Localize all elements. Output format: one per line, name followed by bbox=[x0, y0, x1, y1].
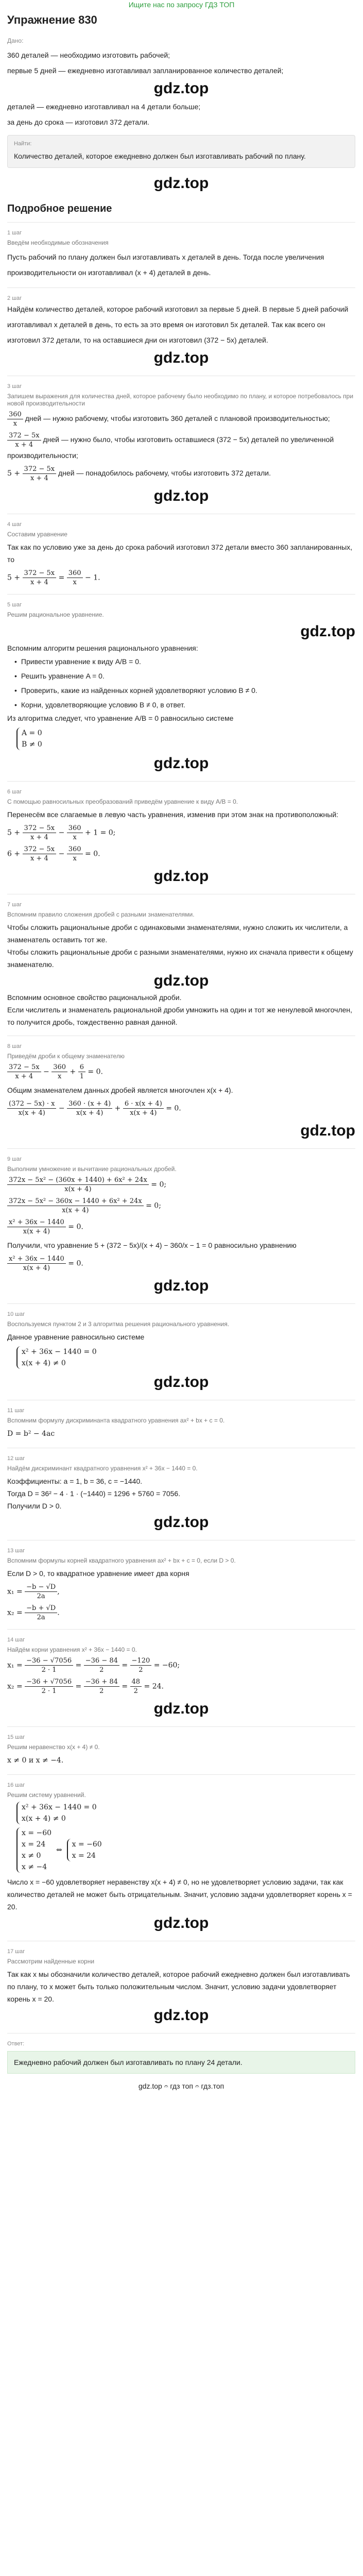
step-text: Общим знаменателем данных дробей является многочлен x(x + 4). bbox=[7, 1086, 233, 1094]
step-text: Если D > 0, то квадратное уравнение имеет два корня bbox=[7, 1569, 189, 1578]
step-heading: Введём необходимые обозначения bbox=[7, 239, 109, 246]
step-label: 3 шаг bbox=[7, 383, 22, 389]
divider bbox=[7, 222, 355, 223]
fraction: $\frac{360}{x}$ bbox=[7, 410, 23, 428]
equation: $\frac{372 - 5x}{x + 4}$ − $\frac{360}{x}$ + $\frac{6}{1}$ = 0. bbox=[7, 1063, 355, 1081]
step-heading: Выполним умножение и вычитание рациональных дробей. bbox=[7, 1165, 177, 1173]
watermark: gdz.top bbox=[153, 487, 209, 504]
answer-box: Ежедневно рабочий должен был изготавливать по плану 24 детали. bbox=[7, 2051, 355, 2074]
equation: $\frac{\text{372x − 5x² − (360x + 1440) + 6x² + 24x}}{x(x + 4)}$ = 0; bbox=[7, 1176, 355, 1194]
step-text: Чтобы сложить рациональные дроби с разными знаменателями, нужно их сначала привести к общему знаменателю. bbox=[7, 948, 353, 969]
list-item: • Корни, удовлетворяющие условию B ≠ 0, в ответ. bbox=[7, 698, 355, 712]
step-label: 4 шаг bbox=[7, 521, 22, 528]
watermark: gdz.top bbox=[153, 972, 209, 989]
step-heading: Найдём дискриминант квадратного уравнения x² + 36x − 1440 = 0. bbox=[7, 1465, 198, 1472]
watermark: gdz.top bbox=[153, 175, 209, 192]
step-label: 13 шаг bbox=[7, 1548, 25, 1554]
step-heading: Составим уравнение bbox=[7, 531, 67, 538]
equation-system: x² + 36x − 1440 = 0 x(x + 4) ≠ 0 bbox=[16, 1802, 97, 1824]
watermark: gdz.top bbox=[153, 868, 209, 885]
step-text: Получили D > 0. bbox=[7, 1502, 62, 1510]
step-label: 16 шаг bbox=[7, 1782, 25, 1788]
formula: x₂ = $\frac{-b + √D}{2a}$ . bbox=[7, 1604, 60, 1621]
step-heading: С помощью равносильных преобразований приведём уравнение к виду A/B = 0. bbox=[7, 798, 238, 805]
step-text: Данное уравнение равносильно системе bbox=[7, 1333, 145, 1341]
step-label: 9 шаг bbox=[7, 1156, 22, 1162]
bullet-text: дней — нужно было, чтобы изготовить оставшиеся (372 − 5x) деталей по увеличенной производительности; bbox=[7, 435, 334, 460]
list-item: • Привести уравнение к виду A/B = 0. bbox=[7, 654, 355, 669]
equation: $\frac{(372 - 5x) \cdot x}{x(x + 4)}$ − $\frac{360 \cdot (x + 4)}{x(x + 4)}$ + $\frac{6 \cdot x(x + 4)}{x(x + 4)}$ = 0. bbox=[7, 1099, 355, 1117]
fraction: $\frac{372 - 5x}{x + 4}$ bbox=[23, 465, 57, 483]
watermark: gdz.top bbox=[153, 349, 209, 366]
bullet-text: дней — понадобилось рабочему, чтобы изготовить 372 детали. bbox=[58, 469, 271, 478]
step-text: Чтобы сложить рациональные дроби с одинаковыми знаменателями, нужно сложить их числители, а знаменатель оставить тот же. bbox=[7, 923, 348, 944]
equation: 5 + $\frac{372 - 5x}{x + 4}$ = $\frac{360}{x}$ − 1. bbox=[7, 569, 100, 586]
divider bbox=[7, 287, 355, 288]
step-label: 11 шаг bbox=[7, 1408, 25, 1414]
step-text: x ≠ 0 и x ≠ −4. bbox=[7, 1756, 64, 1765]
step-text: Так как по условию уже за день до срока рабочий изготовил 372 детали вместо 360 запланированных, то bbox=[7, 543, 353, 564]
step-text: Из алгоритма следует, что уравнение A/B = 0 равносильно системе bbox=[7, 714, 234, 722]
equation-system: x = −60 x = 24 x ≠ 0 x ≠ −4 bbox=[16, 1827, 51, 1873]
watermark: gdz.top bbox=[153, 80, 209, 97]
step-text: Вспомним алгоритм решения рационального уравнения: bbox=[7, 644, 198, 652]
step-heading: Вспомним формулы корней квадратного уравнения ax² + bx + c = 0, если D > 0. bbox=[7, 1557, 236, 1564]
step-label: 15 шаг bbox=[7, 1734, 25, 1740]
step-heading: Воспользуемся пунктом 2 и 3 алгоритма решения рационального уравнения. bbox=[7, 1320, 230, 1328]
step-heading: Приведём дроби к общему знаменателю bbox=[7, 1053, 125, 1060]
equation: 6 + $\frac{372 - 5x}{x + 4}$ − $\frac{360}{x}$ = 0. bbox=[7, 845, 100, 862]
bullet-item bbox=[7, 410, 355, 428]
divider bbox=[7, 1629, 355, 1630]
watermark: gdz.top bbox=[153, 1914, 209, 1931]
step-heading: Решим рациональное уравнение. bbox=[7, 611, 104, 618]
problem-line-1: 360 деталей — необходимо изготовить рабочей; bbox=[7, 51, 170, 59]
formula: x₁ = $\frac{-b - √D}{2a}$ , bbox=[7, 1583, 60, 1600]
watermark: gdz.top bbox=[153, 1514, 209, 1531]
find-text: Количество деталей, которое ежедневно должен был изготавливать рабочий по плану. bbox=[14, 152, 306, 160]
equation: $\frac{\text{x² + 36x − 1440}}{x(x + 4)}$ = 0. bbox=[7, 1218, 355, 1236]
step-text: Найдём количество деталей, которое рабочий изготовил за первые 5 дней. В первые 5 дней рабочий изготавливал x деталей в день, то есть за это время он изготовил 5x деталей. Так как всего он изготовил 372 детали, то на оставшиеся дни он изготовил (372 − 5x) деталей. bbox=[7, 305, 349, 344]
top-banner[interactable]: Ищите нас по запросу ГДЗ ТОП bbox=[128, 1, 235, 9]
bullet-text: дней — нужно рабочему, чтобы изготовить 360 деталей с плановой производительностью; bbox=[25, 414, 330, 423]
equation-system: A = 0 B ≠ 0 bbox=[16, 727, 42, 750]
divider bbox=[7, 1303, 355, 1304]
divider bbox=[7, 594, 355, 595]
find-label: Найти: bbox=[14, 141, 32, 147]
watermark: gdz.top bbox=[153, 755, 209, 772]
footer-links[interactable]: gdz.top 𝄐 гдз топ 𝄐 гдз.топ bbox=[138, 2082, 224, 2090]
step-label: 8 шаг bbox=[7, 1043, 22, 1049]
step-label: 12 шаг bbox=[7, 1455, 25, 1462]
step-heading: Решим систему уравнений. bbox=[7, 1791, 86, 1799]
step-text: Так как x мы обозначили количество деталей, которое рабочий ежедневно должен был изготавливать по плану, то x может быть только положительным числом. Значит, условию задачи удовлетворяет корень x = 20. bbox=[7, 1970, 350, 2003]
answer-label: Ответ: bbox=[7, 2041, 25, 2047]
step-text: Число x = −60 удовлетворяет неравенству x(x + 4) ≠ 0, но не удовлетворяет условию задачи, так как количество деталей не может быть отрицательным. Значит, условию задачи удовлетворяет корень x = 20. bbox=[7, 1878, 352, 1911]
step-label: 7 шаг bbox=[7, 902, 22, 908]
watermark: gdz.top bbox=[153, 1700, 209, 1717]
step-label: 10 шаг bbox=[7, 1311, 25, 1317]
watermark: gdz.top bbox=[153, 1277, 209, 1294]
equation: x₁ = $\frac{-36 - √7056}{2 \cdot 1}$ = $\frac{-36 - 84}{2}$ = $\frac{-120}{2}$ = −60; bbox=[7, 1657, 180, 1674]
step-label: 5 шаг bbox=[7, 602, 22, 608]
problem-line-2: первые 5 дней — ежедневно изготавливал запланированное количество деталей; bbox=[7, 66, 284, 75]
bullet-item: 5 + $\frac{372 - 5x}{x + 4}$ дней — понадобилось рабочему, чтобы изготовить 372 детали. bbox=[7, 465, 271, 482]
equation-system: x = −60 x = 24 bbox=[67, 1839, 102, 1861]
step-label: 1 шаг bbox=[7, 230, 22, 236]
list-item: • Проверить, какие из найденных корней удовлетворяют условию B ≠ 0. bbox=[7, 683, 355, 698]
step-label: 17 шаг bbox=[7, 1948, 25, 1955]
problem-line-4: за день до срока — изготовил 372 детали. bbox=[7, 118, 149, 126]
watermark: gdz.top bbox=[300, 623, 355, 640]
watermark: gdz.top bbox=[153, 1374, 209, 1391]
fraction: $\frac{372 - 5x}{x + 4}$ bbox=[7, 431, 41, 449]
problem-line-3: деталей — ежедневно изготавливал на 4 детали больше; bbox=[7, 103, 201, 111]
divider bbox=[7, 1148, 355, 1149]
step-heading: Рассмотрим найденные корни bbox=[7, 1958, 95, 1965]
step-heading: Запишем выражения для количества дней, которое рабочему было необходимо по плану, и которое потребовалось при новой производительности bbox=[7, 393, 354, 407]
exercise-title: Упражнение 830 bbox=[7, 13, 97, 26]
equation: 5 + $\frac{372 - 5x}{x + 4}$ − $\frac{360}{x}$ + 1 = 0; bbox=[7, 824, 116, 841]
step-text: Вспомним основное свойство рациональной дроби. bbox=[7, 993, 182, 1002]
step-label: 2 шаг bbox=[7, 295, 22, 301]
page-content: Упражнение 830 Дано: 360 деталей — необходимо изготовить рабочей; первые 5 дней — ежедневно изготавливал запланированное количество деталей; gdz.top деталей — ежедневно изготавливал на 4 детали больше; за день до срока — изготовил 372 детали. Найти: Количество деталей, которое ежедневно должен был изготавливать рабочий по плану. gdz.top Подробное решение 1 шаг Введём необходимые обозначения Пусть рабочий по плану должен был изготавливать x деталей в день. Тогда после увеличения производительности он изготавливал (x + 4) деталей в день. 2 шаг Найдём количество деталей, которое рабочий изготовил за первые 5 дней. В первые 5 дней рабочий изготавливал x деталей в день, то есть за это время он изготовил 5x деталей. Так как всего он изготовил 372 детали, то на оставшиеся дни он изготовил (372 − 5x) деталей. gdz.top 3 шаг Запишем выражения для количества дней, которое рабочему было необходимо по плану, и которое потребовалось при новой производительности $\frac{360}{x}$ дней — нужно рабочему, чтобы изготовить 360 деталей с плановой производительностью; $\frac{372 - 5x}{x + 4}$ дней — нужно было, чтобы изготовить оставшиеся (372 − 5x) деталей по увеличенной производительности; 5 + $\frac{372 - 5x}{x + 4}$ дней — понадобилось рабочему, чтобы изготовить 372 детали. gdz.top 4 шаг Составим уравнение Так как по условию уже за день до срока рабочий изготовил 372 детали вместо 360 запланированных, то 5 + $\frac{372 - 5x}{x + 4}$ = $\frac{360}{x}$ − 1. 5 шаг Решим рациональное уравнение. gdz.top Вспомним алгоритм решения рационального уравнения: • Привести уравнение к виду A/B = 0. • Решить уравнение A = 0. • Проверить, какие из найденных корней удовлетворяют условию B ≠ 0. • Корни, удовлетворяющие условию B ≠ 0, в ответ. Из алгоритма следует, что уравнение A/B = 0 равносильно системе A = 0 B ≠ 0 gdz.top 6 шаг С помощью равносильных преобразований приведём уравнение к виду A/B = 0. Перенесём все слагаемые в левую часть уравнения, изменив при этом знак на противоположный: 5 + $\frac{372 - 5x}{x + 4}$ − $\frac{360}{x}$ + 1 = 0; 6 + $\frac{372 - 5x}{x + 4}$ − $\frac{360}{x}$ = 0. gdz.top 7 шаг Вспомним правило сложения дробей с разными знаменателями. Чтобы сложить рациональные дроби с одинаковыми знаменателями, нужно сложить их числители, а знаменатель оставить тот же. Чтобы сложить рациональные дроби с разными знаменателями, нужно их сначала привести к общему знаменателю. gdz.top Вспомним основное свойство рациональной дроби. Если числитель и знаменатель рациональной дроби умножить на один и тот же ненулевой многочлен, то получится дробь, тождественно равная данной. 8 шаг Приведём дроби к общему знаменателю $\frac{372 - 5x}{x + 4}$ − $\frac{360}{x}$ + $\frac{6}{1}$ = 0. Общим знаменателем данных дробей является многочлен x(x + 4). $\frac{(372 - 5x) \cdot x}{x(x + 4)}$ − $\frac{360 \cdot (x + 4)}{x(x + 4)}$ + $\frac{6 \cdot x(x + 4)}{x(x + 4)}$ = 0. gdz.top 9 шаг Выполним умножение и вычитание рациональных дробей. $\frac{\text{372x − 5x² − (360x + 1440) + 6x² + 24x}}{x(x + 4)}$ = 0; $\frac{\text{372x − 5x² − 360x − 1440 + 6x² + 24x}}{x(x + 4)}$ = 0; $\frac{\text{x² + 36x − 1440}}{x(x + 4)}$ = 0. Получили, что уравнение 5 + (372 − 5x)/(x + 4) − 360/x − 1 = 0 равносильно уравнению $\frac{\text{x² + 36x − 1440}}{x(x + 4)}$ = 0. gdz.top 10 шаг Воспользуемся пунктом 2 и 3 алгоритма решения рационального уравнения. Данное уравнение равносильно системе x² + 36x − 1440 = 0 x(x + 4) ≠ 0 gdz.top 11 шаг Вспомним формулу дискриминанта квадратного уравнения ax² + bx + c = 0. D = b² − 4ac 12 шаг Найдём дискриминант квадратного уравнения x² + 36x − 1440 = 0. Коэффициенты: a = 1, b = 36, c = −1440. Тогда D = 36² − 4 · 1 · (−1440) = 1296 + 5760 = 7056. Получили D > 0. gdz.top 13 шаг Вспомним формулы корней квадратного уравнения ax² + bx + c = 0, если D > 0. Если D > 0, то квадратное уравнение имеет два корня x₁ = $\frac{-b - √D}{2a}$ , x₂ = $\frac{-b + √D}{2a}$ . 14 шаг Найдём корни уравнения x² + 36x − 1440 = 0. x₁ = $\frac{-36 - √7056}{2 \cdot 1}$ = $\frac{-36 - 84}{2}$ = $\frac{-120}{2}$ = −60; x₂ = $\frac{-36 + √7056}{2 \cdot 1}$ = $\frac{-36 + 84}{2}$ = $\frac{48}{2}$ = 24. gdz.top 15 шаг Решим неравенство x(x + 4) ≠ 0. x ≠ 0 и x ≠ −4. 16 шаг Решим систему уравнений. x² + 36x − 1440 = 0 x(x + 4) ≠ 0 x = −60 x = 24 x ≠ 0 x ≠ −4 ⇔ x = −60 x = 24 Число x = −60 удовлетворяет неравенству x(x + 4) ≠ 0, но не удовлетворяет условию задачи, так как количество деталей не может быть отрицательным. Значит, условию задачи удовлетворяет корень x = 20. gdz.top 17 шаг Рассмотрим найденные корни Так как x мы обозначили количество деталей, которое рабочий ежедневно должен был изготавливать по плану, то x может быть только положительным числом. Значит, условию задачи удовлетворяет корень x = 20. gdz.top Ответ: Ежедневно рабочий должен был изготавливать по плану 24 детали. gdz.top 𝄐 гдз топ 𝄐 гдз.топ bbox=[7, 9, 355, 2091]
formula: D = b² − 4ac bbox=[7, 1430, 55, 1438]
divider bbox=[7, 1726, 355, 1727]
equation: x₂ = $\frac{-36 + √7056}{2 \cdot 1}$ = $\frac{-36 + 84}{2}$ = $\frac{48}{2}$ = 24. bbox=[7, 1678, 164, 1695]
step-heading: Решим неравенство x(x + 4) ≠ 0. bbox=[7, 1743, 100, 1751]
step-heading: Найдём корни уравнения x² + 36x − 1440 = 0. bbox=[7, 1646, 137, 1653]
equation-system: x² + 36x − 1440 = 0 x(x + 4) ≠ 0 bbox=[16, 1346, 97, 1369]
step-text: Получили, что уравнение 5 + (372 − 5x)/(x + 4) − 360/x − 1 = 0 равносильно уравнению bbox=[7, 1241, 297, 1249]
step-heading: Вспомним правило сложения дробей с разными знаменателями. bbox=[7, 911, 195, 918]
find-card bbox=[7, 135, 355, 168]
step-label: 6 шаг bbox=[7, 789, 22, 795]
step-label: 14 шаг bbox=[7, 1637, 25, 1643]
step-text: Коэффициенты: a = 1, b = 36, c = −1440. bbox=[7, 1477, 143, 1485]
list-item: • Решить уравнение A = 0. bbox=[7, 669, 355, 683]
step-text: Пусть рабочий по плану должен был изготавливать x деталей в день. Тогда после увеличения производительности он изготавливал (x + 4) деталей в день. bbox=[7, 253, 324, 277]
watermark: gdz.top bbox=[153, 2007, 209, 2024]
step-text: Если числитель и знаменатель рациональной дроби умножить на один и тот же ненулевой многочлен, то получится дробь, тождественно равная данной. bbox=[7, 1006, 353, 1026]
step-text: Перенесём все слагаемые в левую часть уравнения, изменив при этом знак на противоположный: bbox=[7, 810, 339, 819]
bullet-item bbox=[7, 431, 355, 462]
divider bbox=[7, 1774, 355, 1775]
equation: $\frac{\text{x² + 36x − 1440}}{x(x + 4)}$ = 0. bbox=[7, 1255, 355, 1273]
step-text: Тогда D = 36² − 4 · 1 · (−1440) = 1296 + 5760 = 7056. bbox=[7, 1489, 181, 1498]
solution-title: Подробное решение bbox=[7, 203, 112, 214]
divider bbox=[7, 781, 355, 782]
given-label: Дано: bbox=[7, 37, 24, 44]
step-heading: Вспомним формулу дискриминанта квадратного уравнения ax² + bx + c = 0. bbox=[7, 1417, 225, 1424]
equation: $\frac{\text{372x − 5x² − 360x − 1440 + 6x² + 24x}}{x(x + 4)}$ = 0; bbox=[7, 1197, 355, 1215]
watermark: gdz.top bbox=[300, 1122, 355, 1139]
